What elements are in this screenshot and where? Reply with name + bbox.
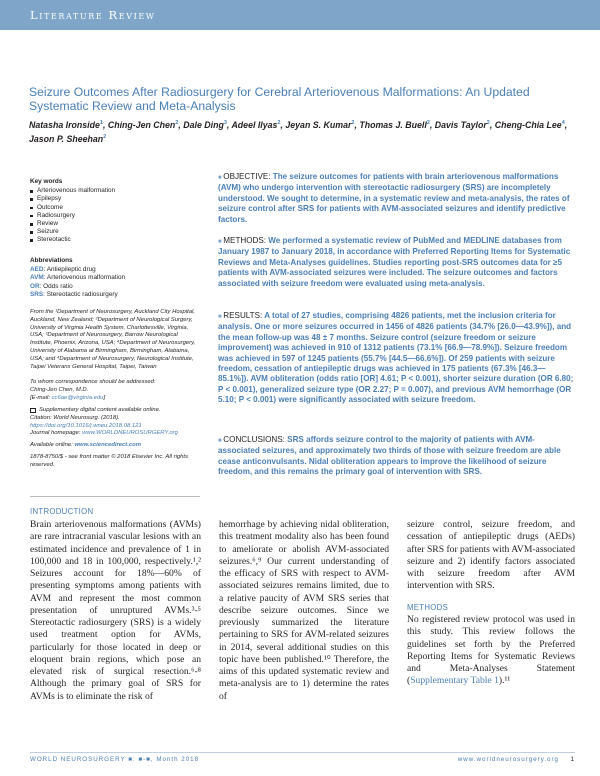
author-name: Dale Ding xyxy=(183,119,224,130)
abbreviation-item xyxy=(30,291,202,299)
author-affiliation-mark: 2 xyxy=(351,120,355,126)
section-title: Literature Review xyxy=(30,8,156,22)
abbreviation-value: : Stereotactic radiosurgery xyxy=(43,290,118,298)
author-name: Jeyan S. Kumar xyxy=(285,119,352,130)
section-divider xyxy=(30,496,200,497)
keyword-item: Stereotactic xyxy=(30,236,202,244)
author-affiliation-mark: 2 xyxy=(426,120,430,126)
author-affiliation-mark: 4 xyxy=(561,120,565,126)
footer-journal: WORLD NEUROSURGERY ■: ■-■, Month 2018 xyxy=(30,756,200,763)
correspondence-name: Ching-Jen Chen, M.D. xyxy=(30,386,89,393)
abstract-marker-icon: ■ xyxy=(218,314,224,320)
page-number: 1 xyxy=(570,756,575,763)
abstract-methods: ■ METHODS: We performed a systematic review of PubMed and MEDLINE databases from January 1987 to January 2018, in accordance with Preferred Reporting Items for Systematic Reviews and Meta-Analyses guidelines. Studies reporting post-SRS outcomes data for ≥5 patients with AVM-associated seizures were included. The seizure outcomes and factors associated with seizure freedom were evaluated using meta-analysis. xyxy=(218,236,571,288)
author-affiliation-mark: 2 xyxy=(175,120,179,126)
keyword-item: Seizure xyxy=(30,228,202,236)
publication-info xyxy=(30,407,202,470)
footer-divider xyxy=(30,752,575,753)
abbreviation-item xyxy=(30,274,202,282)
abstract-marker-icon: ■ xyxy=(218,175,224,181)
author-name: Adeel Ilyas xyxy=(231,119,278,130)
abbreviations-list xyxy=(30,266,202,299)
available-line: Available online: www.sciencedirect.com xyxy=(30,442,142,449)
abbreviation-key: AVM xyxy=(30,274,44,282)
keyword-item: Arteriovenous malformation xyxy=(30,187,202,195)
author-list: Natasha Ironside$^1$, Ching-Jen Chen$^2$, Dale Ding$^3$, Adeel Ilyas$^2$, Jeyan S. Kumar$^2$, Thomas J. Buell$^2$, Davis Taylor$^2$, Cheng-Chia Lee$^4$, Jason P. Sheehan$^2$ xyxy=(29,119,568,144)
keyword-item: Radiosurgery xyxy=(30,212,202,220)
affiliations: From the ¹Department of Neurosurgery, Auckland City Hospital, Auckland, New Zealand; ²Department of Neurological Surgery, University of Virginia Health System, Charlottesville, Virginia, USA; ³Department of Neurosurgery, Barrow Neurological Institute, Phoenix, Arizona, USA; ⁴Department of Neurosurgery, University of Alabama at Birmingham, Birmingham, Alabama, USA; and ⁴Department of Neurosurgery, Neurological Institute, Taipei Veterans General Hospital, Taipei, Taiwan xyxy=(30,309,196,370)
abbreviation-key: SRS xyxy=(30,290,44,298)
author-name: Thomas J. Buell xyxy=(359,119,427,130)
abstract-results: ■ RESULTS: A total of 27 studies, comprising 4826 patients, met the inclusion criteria for analysis. One or more seizures occurred in 1456 of 4826 patients (34.7% [26.0—43.9%]), and the mean follow-up was 48 ± 7 months. Seizure control (seizure freedom or seizure improvement) was achieved in 910 of 1312 patients (73.1% [66.9—78.9%]). Seizure freedom was achieved in 597 of 1245 patients (55.7% [44.5—66.6%]). Of 259 patients with seizure freedom, cessation of antiepileptic drugs was achieved in 175 patients (67.3% [46.3—85.1%]). AVM obliteration (odds ratio [OR] 4.61; P < 0.001), shorter seizure duration (OR 6.80; P < 0.001), generalized seizure type (OR 2.27; P = 0.007), and previous AVM hemorrhage (OR 5.10; P < 0.001) were significantly associated with seizure freedom. xyxy=(218,311,574,405)
article-title: Seizure Outcomes After Radiosurgery for Cerebral Arteriovenous Malformations: An Updated Systematic Review and Meta-Analysis xyxy=(29,85,530,113)
author-name: Natasha Ironside xyxy=(29,119,100,130)
author-name: Jason P. Sheehan xyxy=(29,133,104,144)
copyright: 1878-8750/$ - see front matter © 2018 Elsevier Inc. All rights reserved. xyxy=(30,453,189,468)
abbreviation-key: AED xyxy=(30,266,44,274)
methods-heading: METHODS xyxy=(407,603,449,612)
doi-link[interactable]: https://doi.org/10.1016/j.wneu.2018.08.121 xyxy=(30,422,142,429)
sciencedirect-link[interactable]: www.sciencedirect.com xyxy=(74,442,142,449)
author-name: Ching-Jen Chen xyxy=(107,119,176,130)
introduction-heading: INTRODUCTION xyxy=(30,507,94,516)
correspondence-email-link[interactable]: cc6ae@virginia.edu xyxy=(51,394,104,401)
page-footer xyxy=(30,756,575,766)
body-column-3: seizure control, seizure freedom, and cessation of antiepileptic drugs (AEDs) after SRS for patients with AVM-associated seizure and 2) identify factors associated with seizure freedom after AVM intervention with SRS. xyxy=(407,519,575,592)
abbreviation-value: : Antiepileptic drug xyxy=(43,266,96,274)
abstract-marker-icon: ■ xyxy=(218,239,224,245)
author-affiliation-mark: 2 xyxy=(486,120,490,126)
keyword-item: Outcome xyxy=(30,204,202,212)
keywords-heading: Key words xyxy=(30,178,63,185)
abbreviation-item xyxy=(30,266,202,274)
homepage-link[interactable]: www.WORLDNEUROSURGERY.org xyxy=(82,430,178,437)
supplementary-table-link[interactable]: Supplementary Table 1 xyxy=(410,675,499,687)
methods-paragraph: No registered review protocol was used in this study. This review follows the guidelines set forth by the Preferred Reporting Items for Systematic Reviews and Meta-Analyses Statement (Supplementary Table 1).¹¹ xyxy=(407,614,575,687)
correspondence-intro: To whom correspondence should be addressed: xyxy=(30,379,156,385)
body-column-1: Brain arteriovenous malformations (AVMs) are rare intracranial vascular lesions with an estimated incidence and prevalence of 1 in 100,000 and 18 in 100,000, respectively.¹,² Seizures account for 18%—60% of presenting symptoms among patients with AVM and represent the most common presentation of unruptured AVMs.³-⁵ Stereotactic radiosurgery (SRS) is a widely used treatment option for AVMs, particularly for those located in deep or eloquent brain regions, which pose an elevated risk of surgical resection.⁶-⁸ Although the primary goal of SRS for AVMs is to eliminate the risk of xyxy=(30,519,201,702)
supplementary-icon xyxy=(30,408,36,413)
abbreviations-heading: Abbreviations xyxy=(30,257,73,264)
body-column-2: hemorrhage by achieving nidal obliteration, this treatment modality also has been found to ameliorate or abolish AVM-associated seizures.⁶,⁹ Our current understanding of the efficacy of SRS with respect to AVM-associated seizures remains limited, due to a relative paucity of AVM SRS series that describe seizure outcomes. Since we previously summarized the literature pertaining to SRS for AVM-related seizures in 2014, several additional studies on this topic have been published.¹⁰ Therefore, the aims of this updated systematic review and meta-analysis are to 1) determine the rates of xyxy=(219,519,389,702)
author-affiliation-mark: 2 xyxy=(103,133,107,140)
correspondence-email-line: [E-mail: cc6ae@virginia.edu] xyxy=(30,394,106,401)
author-name: Cheng-Chia Lee xyxy=(494,119,562,130)
supplementary-line: Supplementary digital content available online. xyxy=(30,407,202,415)
author-affiliation-mark: 3 xyxy=(223,120,227,126)
keyword-item: Review xyxy=(30,220,202,228)
homepage-line: Journal homepage: www.WORLDNEUROSURGERY.org xyxy=(30,430,178,437)
abbreviation-key: OR xyxy=(30,282,40,290)
citation: Citation: World Neurosurg. (2018). xyxy=(30,414,120,421)
abstract-objective: ■ OBJECTIVE: The seizure outcomes for patients with brain arteriovenous malformations (AVM) who undergo intervention with stereotactic radiosurgery (SRS) are incompletely understood. We sought to determine, in a systematic review and meta-analysis, the rates of seizure control after SRS for patients with AVM-associated seizures and identify predictive factors. xyxy=(218,172,570,224)
keywords-block xyxy=(30,178,202,245)
abbreviation-item xyxy=(30,283,202,291)
section-banner xyxy=(0,0,600,30)
abstract-marker-icon: ■ xyxy=(218,438,224,444)
footer-website[interactable]: www.worldneurosurgery.org xyxy=(457,756,559,763)
author-affiliation-mark: 2 xyxy=(277,120,281,126)
keywords-list xyxy=(30,187,202,244)
abstract-conclusions: ■ CONCLUSIONS: SRS affords seizure control to the majority of patients with AVM-associated seizures, and approximately two thirds of those with seizure freedom are able cease anticonvulsants. Nidal obliteration appears to improve the likelihood of seizure freedom, and this remains the primary goal of intervention with SRS. xyxy=(218,435,561,477)
abbreviations-block xyxy=(30,257,202,299)
author-affiliation-mark: 1 xyxy=(99,120,103,126)
abbreviation-value: : Odds ratio xyxy=(39,282,73,290)
author-name: Davis Taylor xyxy=(434,119,487,130)
keyword-item: Epilepsy xyxy=(30,195,202,203)
abbreviation-value: : Arteriovenous malformation xyxy=(43,274,126,282)
correspondence-block xyxy=(30,379,202,402)
